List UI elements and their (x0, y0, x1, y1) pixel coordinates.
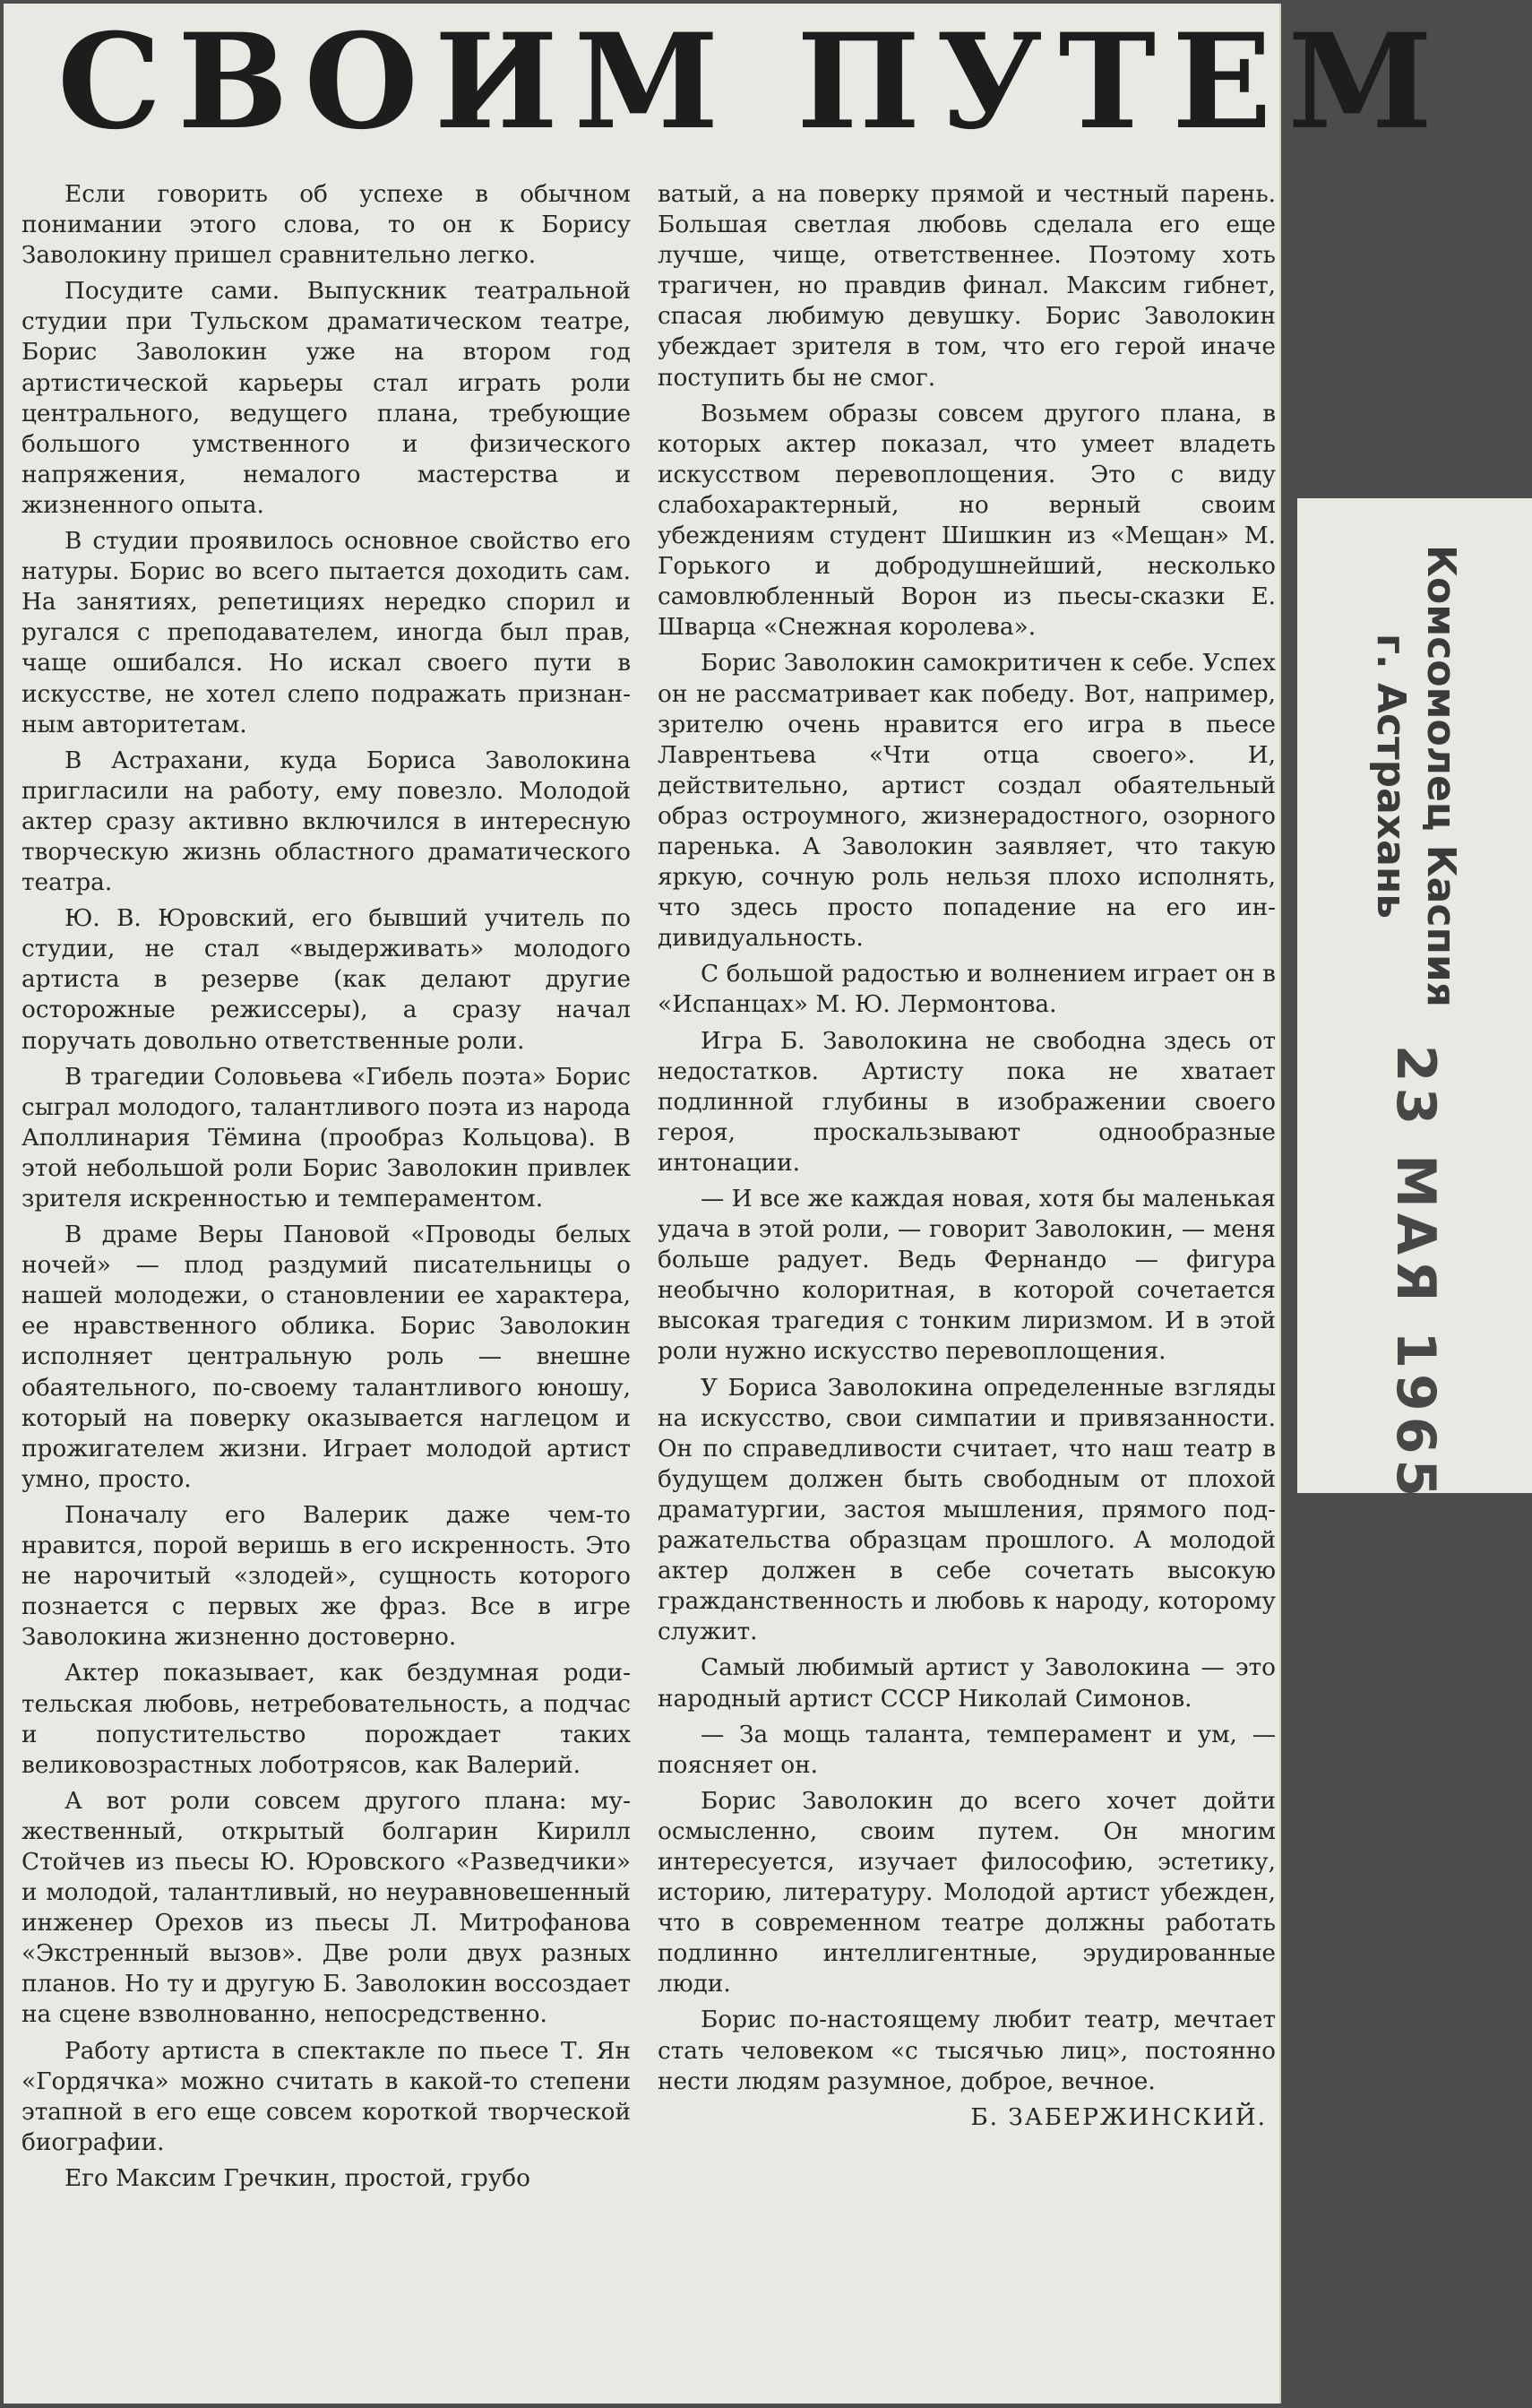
article-column-right (658, 179, 1276, 2388)
paragraph: Поначалу его Валерик даже чем-то нравится, порой веришь в его искренность. Это не нарочитый «злодей», сущность которого познается с первых же фраз. Все в игре Заволокина жизненно достоверно. (22, 1501, 631, 1652)
author-signature: Б. ЗАБЕРЖИНСКИЙ. (970, 2103, 1267, 2131)
source-stamp (1297, 498, 1532, 1054)
paragraph: Борис по-настоящему любит театр, мечтает стать человеком «с тысячью лиц», постоянно нести людям разумное, доброе, вечное. (658, 2007, 1276, 2095)
newspaper-city: г. Астрахань (1368, 633, 1414, 919)
paragraph: Борис Заволокин до всего хочет дойти осмысленно, своим путем. Он многим интересуется, изучает философию, эстетику, историю, литературу. Молодой артист убежден, что в современном театре должны работать подлинно интеллигентные, эрудированные люди. (658, 1787, 1276, 1998)
paragraph: С большой радостью и волнением играет он в «Испанцах» М. Ю. Лермонтова. (658, 961, 1276, 1019)
paragraph: — И все же каждая новая, хотя бы маленькая удача в этой роли, — говорит Заволокин, — меня больше радует. Ведь Фернандо — фигура необычно колоритная, в которой сочетается высокая трагедия с тонким лиризмом. И в этой роли нужно искусство перевоплощения. (658, 1186, 1276, 1366)
paragraph: Если говорить об успехе в обычном понимании этого слова, то он к Борису Заволокину пришел сравнительно легко. (22, 181, 631, 270)
paragraph: Работу артиста в спектакле по пьесе Т. Ян «Гордячка» можно считать в какой-то степени этапной в его еще совсем короткой творческой биографии. (22, 2037, 631, 2156)
paragraph: В драме Веры Пановой «Проводы белых ночей» — плод раздумий писательницы о нашей молодежи, о становлении ее характера, ее нравственного облика. Борис Заволокин исполняет центральную роль — внешне обаятельного, по-своему талантливого юношу, который на поверку оказывается наглецом и прожигателем жизни. Играет молодой артист умно, просто. (22, 1221, 631, 1493)
paragraph: Посудите сами. Выпускник театральной студии при Тульском драматическом театре, Борис Заволокин уже на втором год артистической карьеры стал играть роли центрального, ведущего плана, требующие большого умственного и физического напряжения, немалого мастерства и жизненного опыта. (22, 278, 631, 519)
publication-date: 23 МАЯ 1965 (1384, 1044, 1447, 1503)
article-column-left (22, 179, 631, 2388)
paragraph: А вот роли совсем другого плана: мужественный, открытый болгарин Кирилл Стойчев из пьесы Ю. Юровского «Разведчики» и молодой, талантливый, но неуравновешенный инженер Орехов из пьесы Л. Митрофанова «Экстренный вызов». Две роли двух разных планов. Но ту и другую Б. Заволокин воссоздает на сцене взволнованно, непосредственно. (22, 1787, 631, 2029)
source-text (1365, 545, 1466, 1007)
paragraph: В Астрахани, куда Бориса Заволокина пригласили на работу, ему повезло. Молодой актер сразу активно включился в интересную творческую жизнь областного драматического театра. (22, 747, 631, 897)
date-stamp (1297, 1044, 1532, 1503)
paragraph: Игра Б. Заволокина не свободна здесь от недостатков. Артисту пока не хватает подлинной глубины в изображении своего героя, проскальзывают однообразные интонации. (658, 1027, 1276, 1177)
paragraph: Его Максим Гречкин, простой, грубо (65, 2164, 530, 2192)
paragraph: Борис Заволокин самокритичен к себе. Успех он не рассматривает как победу. Вот, например, зрителю очень нравится его игра в пьесе Лаврентьева «Чти отца своего». И, действительно, артист создал обаятельный образ остроумного, жизнерадостного, озорного паренька. А Заволокин заявляет, что такую яркую, сочную роль нельзя плохо исполнять, что здесь просто попадение на его индивидуальность. (658, 650, 1276, 953)
paragraph: В трагедии Соловьева «Гибель поэта» Борис сыграл молодого, талантливого поэта из народа Аполлинария Тёмина (прообраз Кольцова). В этой небольшой роли Борис Заволокин привлек зрителя искренностью и темпераментом. (22, 1063, 631, 1213)
paragraph: — За мощь таланта, темперамент и ум, — поясняет он. (658, 1721, 1276, 1779)
paragraph: Ю. В. Юровский, его бывший учитель по студии, не стал «выдерживать» молодого артиста в резерве (как делают другие осторожные режиссеры), а сразу начал поручать довольно ответственные роли. (22, 905, 631, 1055)
article-headline: СВОИМ ПУТЕМ (57, 5, 1450, 159)
newspaper-name: Комсомолец Каспия (1418, 545, 1464, 1007)
paragraph: Актер показывает, как бездумная родительская любовь, нетребовательность, а подчас и попустительство порождает таких великовозрастных лоботрясов, как Валерий. (22, 1660, 631, 1779)
paragraph: В студии проявилось основное свойство его натуры. Борис во всего пытается доходить сам. На занятиях, репетициях нередко спорил и ругался с преподавателем, иногда был прав, чаще ошибался. Но искал своего пути в искусстве, не хотел слепо подражать признанным авторитетам. (22, 528, 631, 738)
paragraph: ватый, а на поверку прямой и честный парень. Большая светлая любовь сделала его еще лучше, чище, ответственнее. Поэтому хоть трагичен, но правдив финал. Максим гибнет, спасая любимую девушку. Борис Заволокин убеждает зрителя в том, что его герой иначе поступить бы не смог. (658, 181, 1276, 392)
paragraph: Самый любимый артист у Заволокина — это народный артист СССР Николай Симонов. (658, 1654, 1276, 1713)
source-stamp-label (1297, 498, 1532, 1503)
paragraph: Возьмем образы совсем другого плана, в которых актер показал, что умеет владеть искусством перевоплощения. Это с виду слабохарактерный, но верный своим убеждениям студент Шишкин из «Мещан» М. Горького и добродушнейший, несколько самовлюбленный Ворон из пьесы-сказки Е. Шварца «Снежная королева». (658, 400, 1276, 642)
paragraph: У Бориса Заволокина определенные взгляды на искусство, свои симпатии и привязанности. Он по справедливости считает, что наш театр в будущем должен быть свободным от плохой драматургии, застоя мышления, прямого подражательства образцам прошлого. А молодой актер должен в себе сочетать высокую гражданственность и любовь к народу, которому служит. (658, 1374, 1276, 1646)
